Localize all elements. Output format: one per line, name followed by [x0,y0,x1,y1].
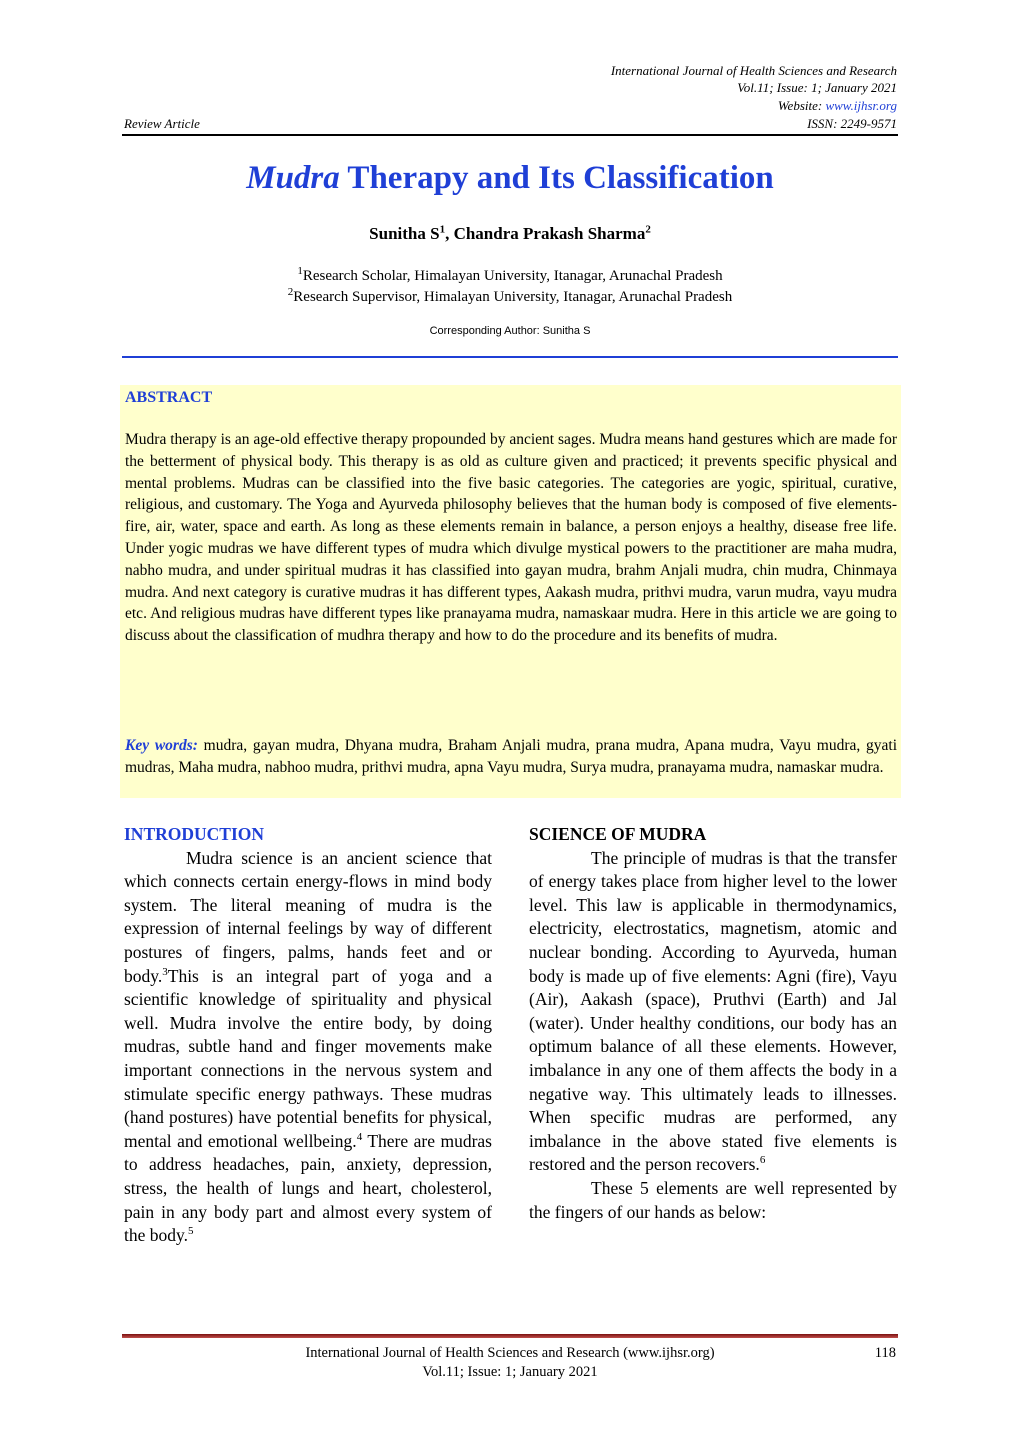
website-label: Website: [777,98,826,113]
abstract-text: Mudra therapy is an age-old effective therapy propounded by ancient sages. Mudra means hand gestures which are made for the betterment of physical body. This therapy is as old as culture given and practiced; it prevents specific physical and mental problems. Mudras can be classified into the five basic categories. The categories are yogic, spiritual, curative, religious, and customary. The Yoga and Ayurveda philosophy believes that the human body is composed of five elements- fire, air, water, space and earth. As long as these elements remain in balance, a person enjoys a healthy, disease free life. Under yogic mudras we have different types of mudra which divulge mystical powers to the practitioner are maha mudra, nabho mudra, and under spiritual mudras it has classified into gayan mudra, brahm Anjali mudra, chin mudra, Chinmaya mudra. And next category is curative mudras it has different types, Aakash mudra, prithvi mudra, varun mudra, vayu mudra etc. And religious mudras have different types like pranayama mudra, namaskaar mudra. Here in this article we are going to discuss about the classification of mudhra therapy and how to do the procedure and its benefits of mudra. [125,431,897,645]
intro-text-c: There are mudras to address headaches, pain, anxiety, depression, stress, the health of lungs and heart, cholesterol, pain in any body part and almost every system of the body. [124,1130,492,1246]
authors [0,224,1020,244]
ref-6: 6 [759,1154,766,1167]
science-text-1: The principle of mudras is that the transfer of energy takes place from higher level to the lower level. This law is applicable in thermodynamics, electricity, electrostatics, magnetism, atomic and nuclear bonding. According to Ayurveda, human body is made up of five elements: Agni (fire), Vayu (Air), Aakash (space), Pruthvi (Earth) and Jal (water). Under healthy conditions, our body has an optimum balance of all these elements. However, imbalance in any one of them affects the body in a negative way. This ultimately leads to illnesses. When specific mudras are performed, any imbalance in the above stated five elements is restored and the person recovers. [529,847,897,1175]
author-1: Sunitha S [369,224,440,243]
intro-text-a: Mudra science is an ancient science that which connects certain energy-flows in mind body system. The literal meaning of mudra is the expression of internal feelings by way of different postures of fingers, palms, hands feet and or body. [124,847,492,986]
science-paragraph-1 [529,847,897,1177]
affiliation-2-text: Research Supervisor, Himalayan University, Itanagar, Arunachal Pradesh [293,289,733,305]
issn: ISSN: 2249-9571 [807,116,897,131]
article-type: Review Article [124,116,200,131]
footer-rule [122,1334,898,1338]
journal-website [124,97,897,114]
ref-4: 4 [356,1130,363,1143]
affiliation-1 [0,265,1020,285]
author-separator: , [445,224,454,243]
science-column [529,823,897,1224]
affiliation-2 [0,286,1020,306]
title-rest: Therapy and Its Classification [339,160,774,196]
abstract-box [120,385,901,798]
page-title [0,160,1020,197]
abstract-heading: ABSTRACT [125,389,213,406]
title-rule [122,356,898,358]
keywords-list: mudra, gayan mudra, Dhyana mudra, Braham Anjali mudra, prana mudra, Apana mudra, Vayu mudra, gyati mudras, Maha mudra, nabhoo mudra, prithvi mudra, apna Vayu mudra, Surya mudra, pranayama mudra, namaskar mudra. [125,737,897,776]
page-number: 118 [874,1345,896,1361]
intro-text-b: This is an integral part of yoga and a scientific knowledge of spirituality and physical well. Mudra involve the entire body, by doing mudras, subtle hand and finger movements make important connections in the nervous system and stimulate specific energy pathways. These mudras (hand postures) have potential benefits for physical, mental and emotional wellbeing. [124,965,492,1151]
introduction-paragraph [124,847,492,1248]
website-link[interactable]: www.ijhsr.org [825,98,897,113]
journal-volume: Vol.11; Issue: 1; January 2021 [737,80,897,95]
journal-name: International Journal of Health Sciences and Research [610,63,897,78]
title-italic-word: Mudra [246,160,340,196]
header-rule [122,134,898,136]
affiliation-1-sup: 1 [297,265,303,277]
article-meta-row [124,115,897,132]
corresponding-author: Corresponding Author: Sunitha S [429,325,591,337]
science-paragraph-2: These 5 elements are well represented by the fingers of our hands as below: [529,1177,897,1222]
affiliation-1-text: Research Scholar, Himalayan University, Itanagar, Arunachal Pradesh [302,268,723,284]
affiliation-2-sup: 2 [287,286,294,298]
introduction-column [124,823,492,1248]
author-1-sup: 1 [439,223,446,236]
ref-3: 3 [162,965,168,978]
keywords-label: Key words: [125,737,198,754]
ref-5: 5 [188,1225,194,1238]
introduction-heading: INTRODUCTION [124,824,265,844]
keywords [125,735,897,779]
footer-volume: Vol.11; Issue: 1; January 2021 [422,1364,598,1380]
footer-journal: International Journal of Health Sciences and Research (www.ijhsr.org) [305,1345,715,1361]
footer [122,1344,898,1382]
author-2-sup: 2 [645,223,651,236]
science-heading: SCIENCE OF MUDRA [529,824,707,844]
author-2: Chandra Prakash Sharma [453,224,646,243]
